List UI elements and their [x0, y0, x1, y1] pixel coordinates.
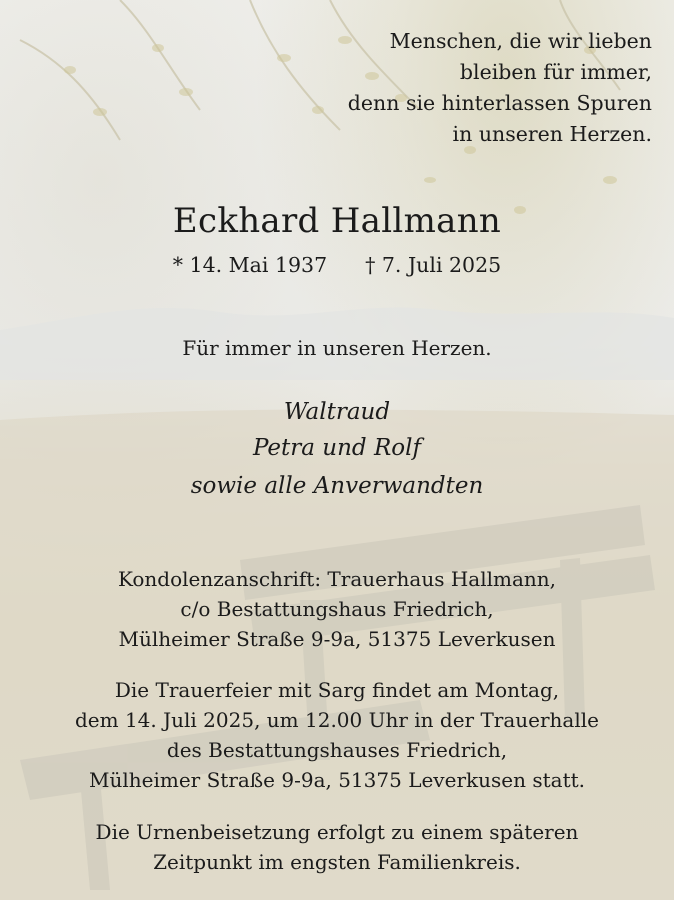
- motto-line: bleiben für immer,: [459, 60, 652, 84]
- mourner-name: Waltraud: [283, 399, 391, 425]
- burial-line: Die Urnenbeisetzung erfolgt zu einem späteren: [95, 820, 579, 844]
- memorial-motto: [348, 26, 652, 150]
- ceremony-line: des Bestattungshauses Friedrich,: [166, 738, 508, 762]
- condolence-line: c/o Bestattungshaus Friedrich,: [180, 597, 494, 621]
- birth-date: * 14. Mai 1937: [172, 253, 328, 277]
- motto-line: in unseren Herzen.: [452, 122, 652, 146]
- ceremony-line: dem 14. Juli 2025, um 12.00 Uhr in der Trauerhalle: [75, 708, 599, 732]
- motto-line: denn sie hinterlassen Spuren: [347, 91, 652, 115]
- death-date: † 7. Juli 2025: [365, 253, 502, 277]
- ceremony-line: Die Trauerfeier mit Sarg findet am Montag,: [114, 678, 560, 702]
- mourner-name: sowie alle Anverwandten: [190, 473, 484, 499]
- burial-line: Zeitpunkt im engsten Familienkreis.: [153, 850, 521, 874]
- tagline: Für immer in unseren Herzen.: [182, 336, 492, 360]
- condolence-line: Mülheimer Straße 9-9a, 51375 Leverkusen: [118, 627, 556, 651]
- deceased-name: Eckhard Hallmann: [172, 201, 502, 241]
- ceremony-line: Mülheimer Straße 9-9a, 51375 Leverkusen statt.: [89, 768, 585, 792]
- life-dates: [0, 250, 674, 280]
- condolence-line: Kondolenzanschrift: Trauerhaus Hallmann,: [117, 567, 557, 591]
- mourner-name: Petra und Rolf: [252, 435, 421, 461]
- motto-line: Menschen, die wir lieben: [389, 29, 652, 53]
